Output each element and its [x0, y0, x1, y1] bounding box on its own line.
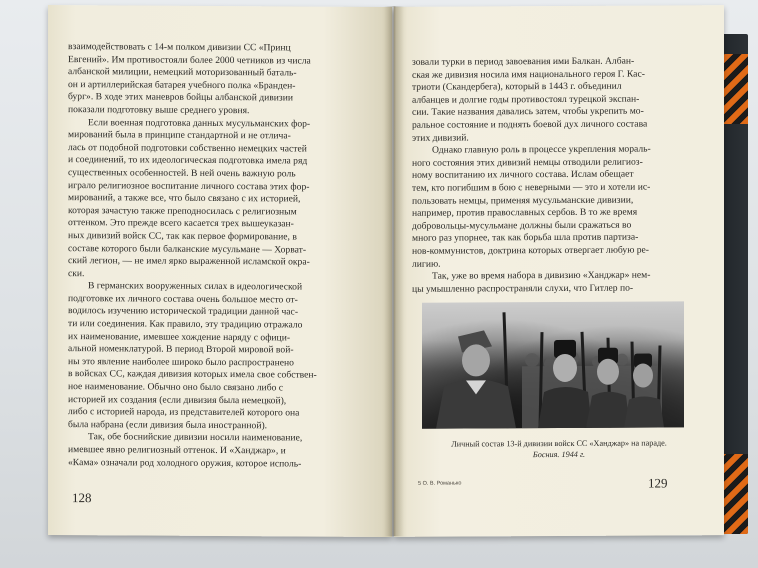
text-line: либо с историей народа, из представителей которого она	[68, 406, 300, 419]
open-book	[48, 6, 724, 542]
text-line: В германских вооруженных силах в идеологической	[88, 280, 303, 293]
text-line: цы умышленно распространяли слухи, что Гитлер по-	[412, 282, 634, 295]
text-line: лась от подобной подготовки собственно немецких частей	[68, 141, 307, 155]
right-page	[394, 5, 724, 537]
text-line: подготовке их личного состава очень большое место от-	[68, 292, 298, 306]
text-line: водилось изучению исторической традиции данной час-	[68, 305, 299, 318]
right-page-number: 129	[648, 475, 668, 491]
text-line: ти или соединения. Как правило, эту традицию отражало	[68, 318, 303, 331]
text-line: зовали турки в период завоевания ими Балкан. Албан-	[412, 55, 635, 68]
left-page-number: 128	[72, 490, 92, 506]
text-line: ному воспитанию их личного состава. Ислам обещает	[412, 168, 634, 182]
text-line: нов-коммунистов, доктрина которых отвергает любую ре-	[412, 244, 650, 257]
right-page-text	[412, 55, 712, 296]
text-line: их наименование, имевшее хождение наряду с офици-	[68, 330, 291, 344]
text-line: ное наименование. Обычно оно было связано либо с	[68, 381, 284, 394]
ribbon-stripe-bottom	[722, 454, 748, 534]
text-line: тем, кто погибшим в бою с неверными — это и хотели ис-	[412, 181, 651, 194]
text-line: Однако главную роль в процессе укрепления мораль-	[432, 143, 651, 156]
text-line: бург». В ходе этих маневров бойцы албанской дивизии	[68, 91, 293, 104]
text-line: мирований была в принципе стандартной и не отлича-	[68, 129, 291, 142]
text-line: была набрана (если дивизия была иностранной).	[68, 418, 268, 432]
text-line: которая зачастую также преподносилась с религиозным	[68, 204, 297, 218]
text-line: взаимодействовать с 14-м полком дивизии СС «Принц	[68, 41, 291, 54]
text-line: альной номенклатурой. В период Второй мировой вой-	[68, 343, 294, 356]
text-line: историей их создания (если дивизия была немецкой),	[68, 393, 287, 407]
text-line: пользовать немцы, применяя мусульманские дивизии,	[412, 194, 634, 207]
parade-photo	[422, 301, 684, 428]
text-line: добровольцы-мусульмане должны были сражаться во	[412, 219, 632, 232]
left-page-text	[68, 41, 368, 471]
text-line: существенных особенностей. В ней очень важную роль	[68, 167, 296, 180]
text-line: этих дивизий.	[412, 132, 469, 144]
text-line: играло религиозное воспитание личного состава этих фор-	[68, 179, 310, 193]
text-line: и соединений, то их идеологическая подготовка имела ряд	[68, 154, 308, 167]
text-line: ных дивизий войск СС, так как первое формирование, в	[68, 229, 297, 243]
text-line: Так, уже во время набора в дивизию «Ханджар» нем-	[432, 269, 651, 282]
text-line: мирований, а также все, что было связано с их историей,	[68, 192, 301, 205]
photo-caption-location: Босния. 1944 г.	[532, 449, 586, 460]
text-line: имевшее явно религиозный оттенок. И «Ханджар», и	[68, 444, 286, 457]
text-line: ская же дивизия носила имя национального героя Г. Кас-	[412, 68, 645, 81]
text-line: много раз упорнее, так как борьба шла против партиза-	[412, 231, 639, 245]
text-line: триоти (Скандербега), который в 1443 г. объединил	[412, 80, 622, 93]
parade-photo-illustration	[422, 301, 684, 428]
text-line: он и артиллерийская батарея учебного полка «Бранден-	[68, 78, 296, 92]
text-line: Так, обе боснийские дивизии носили наименование,	[88, 431, 303, 444]
text-line: ного состояния этих дивизий немцы отводили религиоз-	[412, 156, 643, 169]
text-line: албанской милиции, немецкий моторизованный баталь-	[68, 66, 297, 79]
ribbon-stripe-top	[722, 54, 748, 124]
text-line: «Кама» означали род холодного оружия, которое исполь-	[68, 456, 302, 470]
text-line: например, против православных сербов. В то же время	[412, 206, 638, 219]
text-line: составе которого были балканские мусульмане — Хорват-	[68, 242, 307, 256]
text-line: оттенком. Это прежде всего касается трех вышеуказан-	[68, 217, 294, 230]
photo-caption-main: Личный состав 13-й дивизии войск СС «Ханджар» на параде.	[451, 438, 667, 449]
text-line: албанцев и долгие годы противостоял турецкой экспан-	[412, 93, 640, 106]
photo-caption	[414, 437, 704, 461]
left-page	[48, 5, 392, 537]
text-line: лигию.	[412, 258, 441, 270]
text-line: в войсках СС, каждая дивизия которых имела свое собствен-	[68, 368, 317, 382]
text-line: ский легион, — не имел ярко выраженной исламской окра-	[68, 255, 310, 268]
footer-credit: 5 О. В. Романько	[418, 480, 462, 487]
text-line: ски.	[68, 267, 85, 279]
text-line: сии. Такие названия давались затем, чтобы укрепить мо-	[412, 105, 644, 119]
text-line: ральное состояние и поднять боевой дух личного состава	[412, 118, 648, 131]
text-line: показали подготовку выше среднего уровня.	[68, 104, 250, 117]
text-line: ны это явление наиболее широко было распространено	[68, 355, 294, 369]
text-line: Евгений». Им противостояли более 2000 четников из числа	[68, 53, 311, 67]
text-line: Если военная подготовка данных мусульманских фор-	[88, 116, 311, 130]
